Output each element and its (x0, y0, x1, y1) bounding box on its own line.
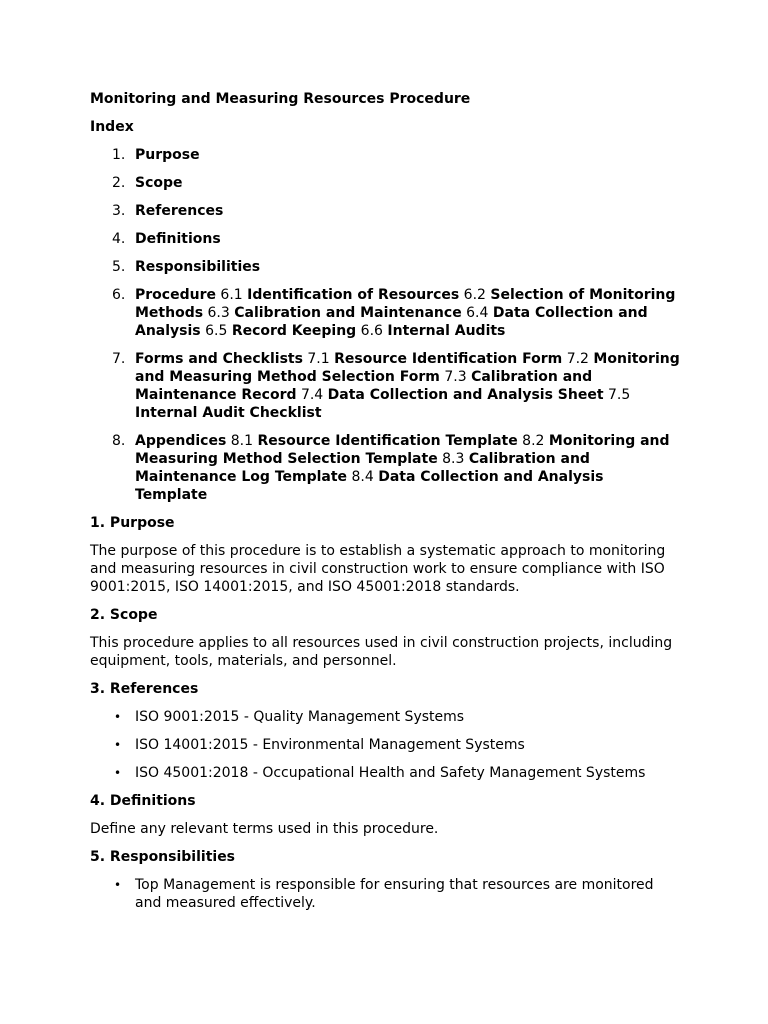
bullet-icon: • (114, 766, 122, 780)
index-item-title: Responsibilities (135, 259, 261, 275)
bullet-item (90, 764, 680, 782)
index-item (90, 174, 680, 192)
index-item (90, 202, 680, 220)
index-item-title: Appendices (135, 433, 227, 449)
index-item-title: Monitoring and Measuring Method Selection Template (135, 433, 670, 467)
index-item-number: 7. (112, 351, 126, 367)
index-item-number: 6. (112, 287, 126, 303)
bullet-text: ISO 45001:2018 - Occupational Health and Safety Management Systems (135, 765, 646, 781)
bullet-text: ISO 14001:2015 - Environmental Management Systems (135, 737, 525, 753)
section-paragraph: Define any relevant terms used in this procedure. (90, 821, 439, 837)
bullet-icon: • (114, 878, 122, 892)
bullet-icon: • (114, 738, 122, 752)
section-paragraph: This procedure applies to all resources used in civil construction projects, including equipment, tools, materials, and personnel. (90, 635, 673, 669)
index-item-title: Selection of Monitoring Methods (135, 287, 676, 321)
index-item-number: 3. (112, 203, 126, 219)
index-item-title: Resource Identification Template (257, 433, 518, 449)
index-item-number: 2. (112, 175, 126, 191)
bullet-list (90, 876, 680, 912)
index-item (90, 230, 680, 248)
index-item-title: Calibration and Maintenance (234, 305, 462, 321)
index-item-subnumber: 8.3 (437, 451, 469, 467)
index-item-subnumber: 6.5 (200, 323, 232, 339)
bullet-item (90, 736, 680, 754)
index-item-number: 8. (112, 433, 126, 449)
bullet-item (90, 708, 680, 726)
index-item-subnumber: 7.2 (562, 351, 594, 367)
index-item (90, 286, 680, 340)
index-item (90, 432, 680, 504)
index-item-subnumber: 8.2 (517, 433, 549, 449)
index-item-subnumber: 8.1 (226, 433, 258, 449)
index-item-subnumber: 7.4 (296, 387, 328, 403)
bullet-text: ISO 9001:2015 - Quality Management Systems (135, 709, 465, 725)
index-item-title: Identification of Resources (247, 287, 460, 303)
section-heading: 4. Definitions (90, 793, 196, 809)
section-paragraph: The purpose of this procedure is to establish a systematic approach to monitoring and measuring resources in civil construction work to ensure compliance with ISO 9001:2015, ISO 14001:2015, and ISO 45001:2018 standards. (90, 543, 666, 595)
section-heading: 3. References (90, 681, 199, 697)
section-heading: 5. Responsibilities (90, 849, 236, 865)
index-item-title: Internal Audit Checklist (135, 405, 322, 421)
index-item-number: 4. (112, 231, 126, 247)
index-item-title: Resource Identification Form (334, 351, 563, 367)
index-item-number: 5. (112, 259, 126, 275)
index-item-subnumber: 6.6 (356, 323, 388, 339)
section-heading: 1. Purpose (90, 515, 175, 531)
index-item-subnumber: 7.1 (302, 351, 335, 367)
document-title: Monitoring and Measuring Resources Procedure (90, 91, 471, 107)
document-sections (90, 514, 680, 912)
index-item-subnumber: 6.3 (203, 305, 235, 321)
bullet-text: Top Management is responsible for ensuring that resources are monitored and measured effectively. (135, 877, 654, 911)
index-item-title: Purpose (135, 147, 200, 163)
index-item-title: Internal Audits (387, 323, 506, 339)
index-item (90, 258, 680, 276)
index-item-title: Definitions (135, 231, 221, 247)
index-list (90, 146, 680, 504)
index-item-title: Monitoring and Measuring Method Selection Form (135, 351, 680, 385)
index-item-subnumber: 7.5 (603, 387, 631, 403)
index-item (90, 350, 680, 422)
index-item-title: Data Collection and Analysis (135, 305, 648, 339)
index-item-subnumber: 7.3 (439, 369, 472, 385)
index-item-subnumber: 6.1 (215, 287, 248, 303)
index-item-title: Calibration and Maintenance Record (135, 369, 593, 403)
bullet-icon: • (114, 710, 122, 724)
index-item-subnumber: 6.4 (461, 305, 493, 321)
index-item-subnumber: 8.4 (347, 469, 379, 485)
index-item-number: 1. (112, 147, 126, 163)
index-item-title: Procedure (135, 287, 216, 303)
bullet-list (90, 708, 680, 782)
index-item-title: References (135, 203, 224, 219)
index-item-title: Record Keeping (231, 323, 357, 339)
index-item-title: Forms and Checklists (135, 351, 303, 367)
index-item (90, 146, 680, 164)
index-item-title: Data Collection and Analysis Sheet (327, 387, 604, 403)
bullet-item (90, 876, 680, 912)
index-item-subnumber: 6.2 (459, 287, 491, 303)
index-item-title: Data Collection and Analysis Template (135, 469, 604, 503)
index-heading: Index (90, 119, 134, 135)
index-item-title: Calibration and Maintenance Log Template (135, 451, 590, 485)
section-heading: 2. Scope (90, 607, 158, 623)
index-item-title: Scope (135, 175, 183, 191)
